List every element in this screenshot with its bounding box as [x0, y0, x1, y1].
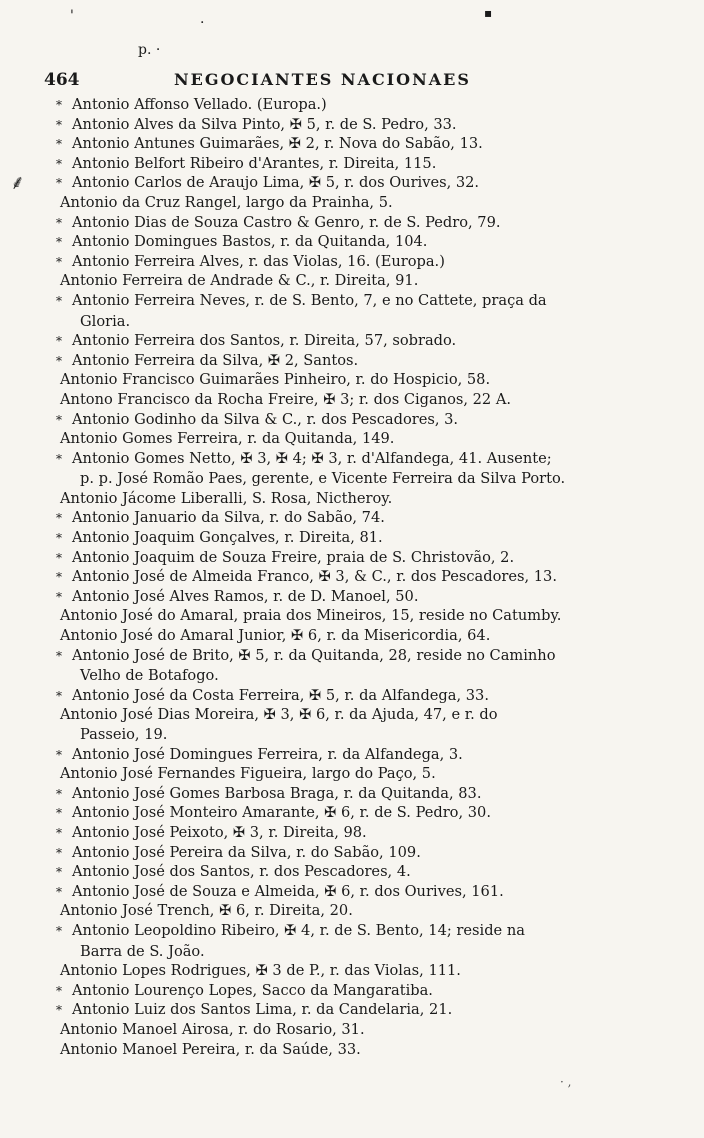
directory-entry: [56, 587, 646, 607]
entry-text: Antonio Ferreira dos Santos, r. Direita, 57, sobrado.: [72, 332, 457, 350]
entry-text: Antonio José Pereira da Silva, r. do Sabão, 109.: [72, 843, 421, 861]
entry-text: Antonio Gomes Netto, ✠ 3, ✠ 4; ✠ 3, r. d'Alfandega, 41. Ausente;: [72, 449, 552, 467]
entry-text: Antonio Jácome Liberalli, S. Rosa, Nictheroy.: [60, 489, 393, 507]
directory-entry: [56, 961, 646, 981]
star-marker-icon: *: [56, 353, 62, 368]
star-marker-icon: *: [56, 117, 62, 132]
entry-text: Antonio Manoel Pereira, r. da Saúde, 33.: [60, 1040, 361, 1058]
star-marker-icon: *: [56, 98, 62, 112]
star-marker-icon: *: [56, 570, 62, 585]
entry-text: Antonio José dos Santos, r. dos Pescadores, 4.: [72, 863, 411, 881]
entry-text: Antonio Carlos de Araujo Lima, ✠ 5, r. dos Ourives, 32.: [72, 174, 480, 192]
directory-entry: [56, 843, 646, 863]
star-marker-icon: *: [56, 334, 62, 349]
star-marker-icon: *: [56, 747, 62, 762]
star-marker-icon: *: [56, 1003, 62, 1018]
entry-text: Antonio Ferreira da Silva, ✠ 2, Santos.: [72, 351, 359, 369]
stray-mark: · ,: [560, 1075, 572, 1089]
directory-entry: [56, 882, 646, 902]
star-marker-icon: *: [56, 648, 62, 663]
entry-continuation: Gloria.: [80, 312, 131, 330]
entry-text: Antonio Francisco Guimarães Pinheiro, r. do Hospicio, 58.: [60, 371, 491, 389]
star-marker-icon: *: [56, 137, 62, 152]
entry-text: Antonio Gomes Ferreira, r. da Quitanda, 149.: [60, 430, 395, 448]
directory-entry: [56, 646, 646, 686]
stray-mark: ': [70, 8, 74, 24]
entry-text: Antonio José Alves Ramos, r. de D. Manoel, 50.: [72, 587, 419, 605]
entry-text: Antonio Belfort Ribeiro d'Arantes, r. Direita, 115.: [72, 154, 437, 172]
entry-text: Antonio José Gomes Barbosa Braga, r. da Quitanda, 83.: [72, 784, 482, 802]
star-marker-icon: *: [56, 511, 62, 526]
entry-text: Antono Francisco da Rocha Freire, ✠ 3; r. dos Ciganos, 22 A.: [60, 390, 512, 408]
entry-text: Antonio José Dias Moreira, ✠ 3, ✠ 6, r. da Ajuda, 47, e r. do: [60, 706, 498, 724]
entry-text: Antonio José de Souza e Almeida, ✠ 6, r. dos Ourives, 161.: [72, 882, 504, 900]
directory-entry: [56, 173, 646, 193]
stray-mark: ▪: [484, 6, 493, 20]
directory-entry: [56, 901, 646, 921]
directory-entry: [56, 154, 646, 174]
entry-text: Antonio José Trench, ✠ 6, r. Direita, 20.: [60, 902, 353, 920]
directory-entry: [56, 291, 646, 331]
entry-text: Antonio Leopoldino Ribeiro, ✠ 4, r. de S. Bento, 14; reside na: [72, 921, 525, 939]
entry-text: Antonio José da Costa Ferreira, ✠ 5, r. da Alfandega, 33.: [72, 686, 489, 704]
entry-text: Antonio José Domingues Ferreira, r. da Alfandega, 3.: [72, 745, 463, 763]
directory-entry: [56, 1000, 646, 1020]
entry-text: Antonio José de Almeida Franco, ✠ 3, & C., r. dos Pescadores, 13.: [72, 568, 557, 586]
entry-text: Antonio Alves da Silva Pinto, ✠ 5, r. de S. Pedro, 33.: [72, 115, 457, 133]
entry-text: Antonio Godinho da Silva & C., r. dos Pescadores, 3.: [72, 410, 459, 428]
directory-entry: [56, 193, 646, 213]
directory-entry: [56, 686, 646, 706]
directory-entry: [56, 370, 646, 390]
directory-entry: [56, 764, 646, 784]
star-marker-icon: *: [56, 786, 62, 801]
directory-entry: [56, 606, 646, 626]
star-marker-icon: *: [56, 923, 62, 938]
directory-entry: [56, 548, 646, 568]
directory-entry: [56, 508, 646, 528]
directory-entry: [56, 95, 646, 115]
star-marker-icon: *: [56, 825, 62, 840]
running-title: NEGOCIANTES NACIONAES: [174, 70, 471, 89]
directory-entry: [56, 213, 646, 233]
star-marker-icon: *: [56, 531, 62, 546]
directory-entry: [56, 429, 646, 449]
directory-entry: [56, 390, 646, 410]
directory-entry: [56, 449, 646, 489]
entry-text: Antonio Lopes Rodrigues, ✠ 3 de P., r. das Violas, 111.: [60, 962, 461, 980]
entry-text: Antonio Dias de Souza Castro & Genro, r. de S. Pedro, 79.: [72, 213, 501, 231]
entry-text: Antonio José do Amaral, praia dos Mineiros, 15, reside no Catumby.: [60, 607, 562, 625]
entry-continuation: Barra de S. João.: [80, 942, 205, 960]
directory-entry: [56, 1020, 646, 1040]
entry-text: Antonio José Peixoto, ✠ 3, r. Direita, 98.: [72, 823, 367, 841]
entry-text: Antonio Joaquim Gonçalves, r. Direita, 81.: [72, 529, 383, 547]
directory-entry: [56, 489, 646, 509]
directory-entry: [56, 705, 646, 744]
directory-entry: [56, 1040, 646, 1060]
entry-text: Antonio Antunes Guimarães, ✠ 2, r. Nova do Sabão, 13.: [72, 135, 483, 153]
entry-text: Antonio Joaquim de Souza Freire, praia de S. Christovão, 2.: [72, 548, 515, 566]
directory-entry: [56, 862, 646, 882]
entry-continuation: Velho de Botafogo.: [80, 667, 219, 685]
entry-text: Antonio da Cruz Rangel, largo da Prainha, 5.: [60, 193, 393, 211]
entry-text: Antonio Ferreira Neves, r. de S. Bento, 7, e no Cattete, praça da: [72, 291, 547, 309]
entry-continuation: p. p. José Romão Paes, gerente, e Vicente Ferreira da Silva Porto.: [80, 470, 566, 488]
star-marker-icon: *: [56, 451, 62, 466]
directory-entry: [56, 626, 646, 646]
directory-entry: [56, 981, 646, 1001]
directory-list: [56, 95, 646, 1059]
star-marker-icon: *: [56, 845, 62, 860]
star-marker-icon: *: [56, 806, 62, 821]
star-marker-icon: *: [56, 550, 62, 565]
entry-text: Antonio Domingues Bastos, r. da Quitanda, 104.: [72, 233, 428, 251]
directory-entry: [56, 351, 646, 371]
directory-entry: [56, 803, 646, 823]
entry-text: Antonio Januario da Silva, r. do Sabão, 74.: [72, 509, 385, 527]
entry-continuation: Passeio, 19.: [80, 726, 168, 743]
stray-mark: p. ·: [138, 42, 161, 58]
star-marker-icon: *: [56, 589, 62, 604]
directory-entry: [56, 784, 646, 804]
entry-text: Antonio Ferreira Alves, r. das Violas, 16. (Europa.): [72, 252, 445, 270]
star-marker-icon: *: [56, 215, 62, 230]
star-marker-icon: *: [56, 254, 62, 269]
star-marker-icon: *: [56, 156, 62, 171]
star-marker-icon: *: [56, 688, 62, 703]
entry-text: Antonio José do Amaral Junior, ✠ 6, r. da Misericordia, 64.: [60, 627, 491, 645]
entry-text: Antonio Luiz dos Santos Lima, r. da Candelaria, 21.: [72, 1001, 453, 1019]
directory-entry: [56, 134, 646, 154]
star-marker-icon: *: [56, 235, 62, 250]
directory-entry: [56, 823, 646, 843]
stray-mark: ·: [200, 15, 205, 31]
directory-entry: [56, 271, 646, 291]
directory-entry: [56, 567, 646, 587]
page-number: 464: [44, 70, 80, 90]
entry-text: Antonio José Monteiro Amarante, ✠ 6, r. de S. Pedro, 30.: [72, 804, 491, 822]
directory-entry: [56, 528, 646, 548]
directory-entry: [56, 410, 646, 430]
directory-entry: [56, 331, 646, 351]
directory-entry: [56, 232, 646, 252]
star-marker-icon: *: [56, 884, 62, 899]
directory-entry: [56, 921, 646, 961]
star-marker-icon: *: [56, 412, 62, 427]
entry-text: Antonio Manoel Airosa, r. do Rosario, 31.: [60, 1020, 365, 1038]
star-marker-icon: *: [56, 983, 62, 998]
page-header: [44, 70, 664, 94]
directory-entry: [56, 252, 646, 272]
entry-text: Antonio Ferreira de Andrade & C., r. Direita, 91.: [60, 272, 419, 290]
star-marker-icon: *: [56, 293, 62, 308]
directory-entry: [56, 745, 646, 765]
star-marker-icon: *: [56, 865, 62, 880]
star-marker-icon: *: [56, 176, 62, 191]
directory-entry: [56, 115, 646, 135]
entry-text: Antonio Affonso Vellado. (Europa.): [72, 96, 327, 113]
margin-mark-icon: ⸙: [10, 170, 25, 194]
entry-text: Antonio José de Brito, ✠ 5, r. da Quitanda, 28, reside no Caminho: [72, 646, 556, 664]
entry-text: Antonio José Fernandes Figueira, largo do Paço, 5.: [60, 765, 436, 783]
entry-text: Antonio Lourenço Lopes, Sacco da Mangaratiba.: [72, 981, 433, 999]
